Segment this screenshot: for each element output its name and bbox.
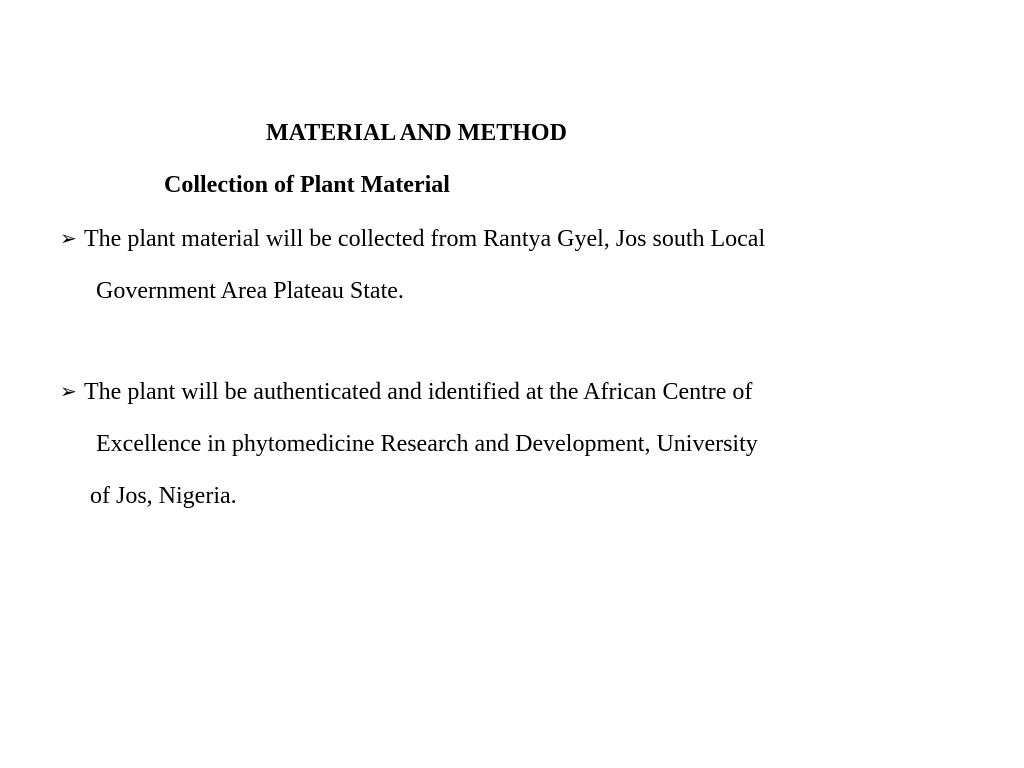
arrow-bullet-icon: ➢	[60, 228, 77, 250]
bullet-1-line-2: Government Area Plateau State.	[96, 278, 404, 304]
arrow-bullet-icon: ➢	[60, 381, 77, 403]
bullet-2-line-1	[60, 377, 752, 407]
bullet-1-line-1	[60, 224, 765, 254]
bullet-2-text-line-1: The plant will be authenticated and identified at the African Centre of	[84, 379, 753, 405]
bullet-1-text-line-1: The plant material will be collected from Rantya Gyel, Jos south Local	[84, 226, 766, 252]
subsection-heading: Collection of Plant Material	[164, 172, 450, 198]
bullet-2-line-3: of Jos, Nigeria.	[90, 483, 237, 509]
section-heading: MATERIAL AND METHOD	[266, 120, 567, 146]
bullet-2-line-2: Excellence in phytomedicine Research and Development, University	[96, 431, 758, 457]
